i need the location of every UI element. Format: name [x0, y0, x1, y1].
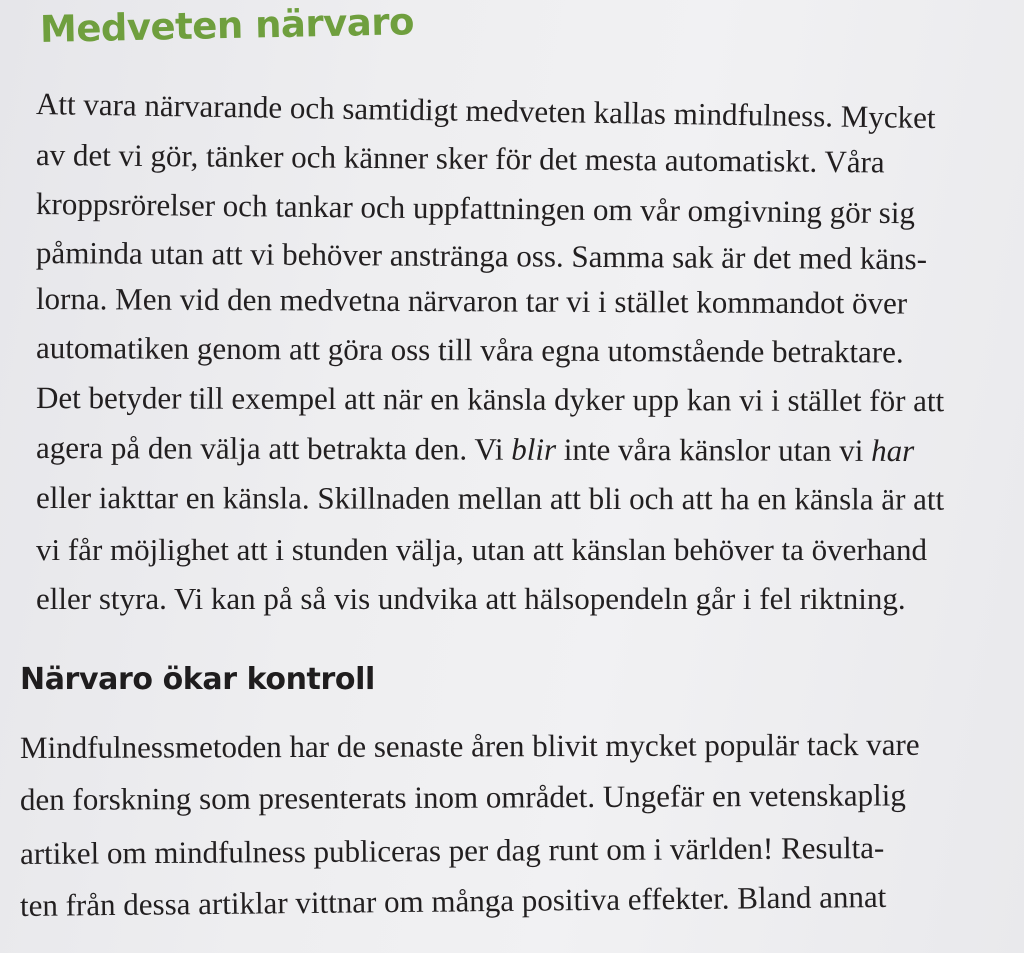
emphasis-text: blir	[511, 431, 557, 467]
emphasis-text: har	[871, 432, 915, 469]
paragraph-line: vi får möjlighet att i stunden välja, utan att känslan behöver ta överhand	[36, 532, 927, 567]
paragraph-line: Att vara närvarande och samtidigt medveten kallas mindfulness. Mycket	[35, 86, 936, 136]
paragraph-line: eller iakttar en känsla. Skillnaden mellan att bli och att ha en känsla är att	[35, 480, 945, 517]
line-text: agera på den välja att betrakta den. Vi	[35, 430, 512, 467]
paragraph-line: av det vi gör, tänker och känner sker för det mesta automatiskt. Våra	[35, 137, 885, 180]
paragraph-line: artikel om mindfulness publiceras per dag runt om i världen! Resulta-	[19, 829, 885, 871]
paragraph-line: ten från dessa artiklar vittnar om många positiva effekter. Bland annat	[19, 878, 887, 923]
paragraph-line: automatiken genom att göra oss till våra egna utomstående betraktare.	[35, 330, 904, 370]
paragraph-line: eller styra. Vi kan på så vis undvika att hälsopendeln går i fel riktning.	[36, 581, 906, 616]
paragraph-line: den forskning som presenterats inom området. Ungefär en vetenskaplig	[19, 777, 906, 817]
section-heading-medveten-narvaro: Medveten närvaro	[39, 0, 415, 51]
paragraph-line: Det betyder till exempel att när en känsla dyker upp kan vi i stället för att	[35, 380, 945, 419]
paragraph-line: lorna. Men vid den medvetna närvaron tar vi i stället kommandot över	[35, 281, 908, 321]
section-heading-narvaro-okar-kontroll: Närvaro ökar kontroll	[20, 662, 375, 697]
paragraph-line	[36, 430, 914, 469]
line-text: inte våra känslor utan vi	[556, 431, 872, 468]
paragraph-line: påminda utan att vi behöver anstränga oss. Samma sak är det med käns-	[35, 235, 928, 277]
paragraph-line: Mindfulnessmetoden har de senaste åren blivit mycket populär tack vare	[19, 726, 920, 765]
paragraph-line: kroppsrörelser och tankar och uppfattningen om vår omgivning gör sig	[35, 186, 916, 231]
